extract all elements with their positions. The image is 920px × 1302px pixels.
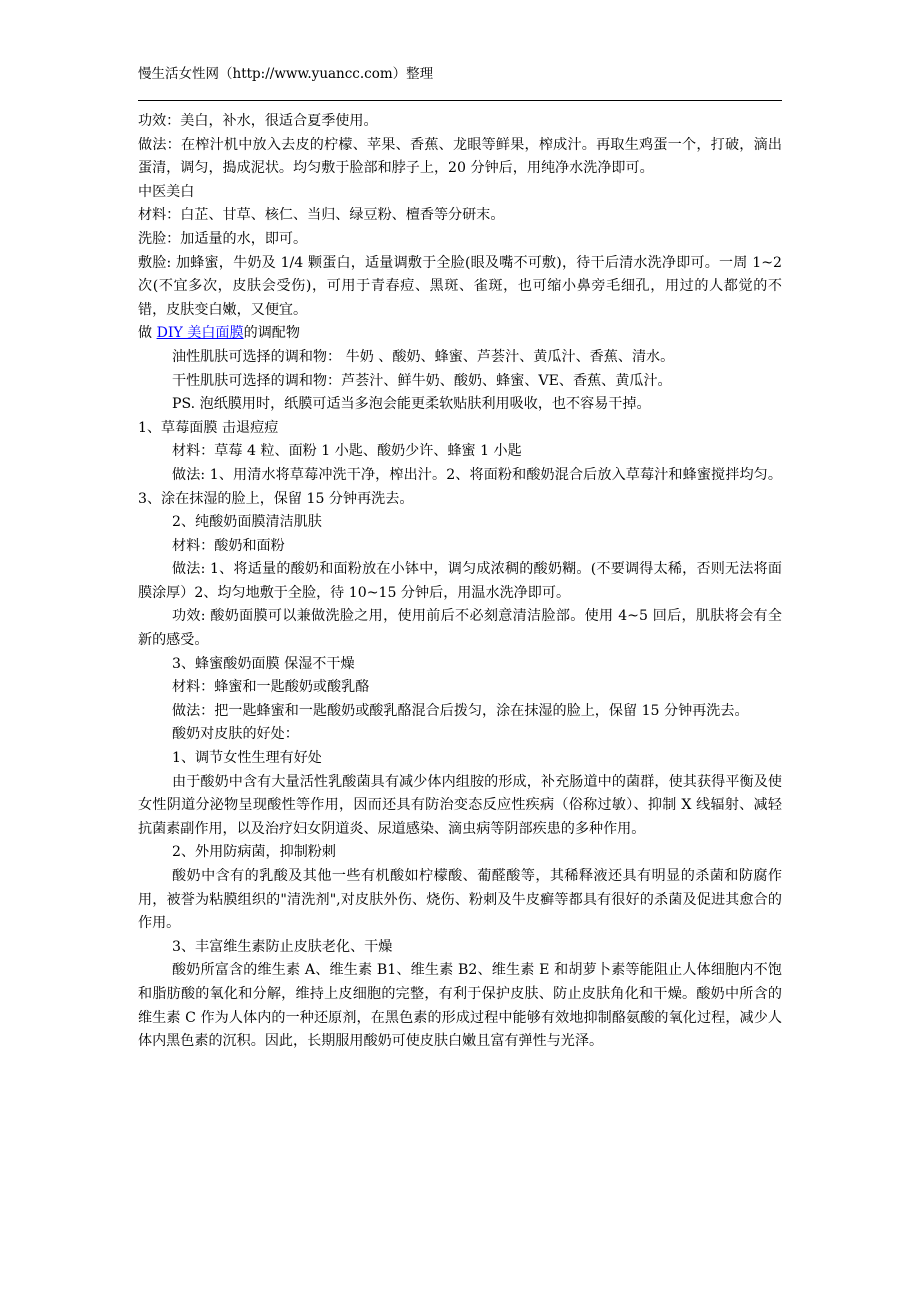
paragraph-ps-note: PS. 泡纸膜用时，纸膜可适当多泡会能更柔软贴肤利用吸收，也不容易干掉。 [172,396,651,413]
document-body [138,110,782,1054]
subheading-benefit-1: 1、调节女性生理有好处 [172,750,322,767]
section-heading-yogurt: 2、纯酸奶面膜清洁肌肤 [172,514,322,531]
paragraph-benefit-3: 酸奶所富含的维生素 A、维生素 B1、维生素 B2、维生素 E 和胡萝卜素等能阻止人体细胞内不饱和脂肪酸的氧化和分解，维持上皮细胞的完整，有利于保护皮肤、防止皮肤角化和干燥。酸奶中所含的维生素 C 作为人体内的一种还原剂，在黑色素的形成过程中能够有效地抑制酪氨酸的氧化过程，减少人体内黑色素的沉积。因此，长期服用酸奶可使皮肤白嫩且富有弹性与光泽。 [138,962,782,1050]
paragraph-yogurt-effect: 功效: 酸奶面膜可以兼做洗脸之用，使用前后不必刻意清洁脸部。使用 4~5 回后，肌肤将会有全新的感受。 [138,608,782,649]
paragraph-benefit-1: 由于酸奶中含有大量活性乳酸菌具有减少体内组胺的形成，补充肠道中的菌群，使其获得平衡及使女性阴道分泌物呈现酸性等作用，因而还具有防治变态反应性疾病（俗称过敏）、抑制 X 线辐射、减轻抗菌素副作用，以及治疗妇女阴道炎、尿道感染、滴虫病等阴部疾患的多种作用。 [138,773,782,837]
section-heading-honey-yogurt: 3、蜂蜜酸奶面膜 保湿不干燥 [172,655,355,672]
paragraph-apply: 敷脸: 加蜂蜜，牛奶及 1/4 颗蛋白，适量调敷于全脸(眼及嘴不可敷)，待干后清水洗净即可。一周 1~2 次(不宜多次，皮肤会受伤)，可用于青春痘、黑斑、雀斑，也可缩小鼻旁毛细孔，用过的人都觉的不错，皮肤变白嫩，又便宜。 [138,254,782,318]
section-heading-strawberry: 1、草莓面膜 击退痘痘 [138,419,279,436]
paragraph-materials: 材料：白芷、甘草、核仁、当归、绿豆粉、檀香等分研末。 [138,207,505,224]
diy-heading-suffix: 的调配物 [243,325,300,342]
header-divider [138,100,782,101]
subheading-benefit-2: 2、外用防病菌，抑制粉刺 [172,844,336,861]
paragraph-benefit-2: 酸奶中含有的乳酸及其他一些有机酸如柠檬酸、葡醛酸等，其稀释液还具有明显的杀菌和防腐作用，被誉为粘膜组织的"清洗剂",对皮肤外伤、烧伤、粉刺及牛皮癣等都具有很好的杀菌及促进其愈合的作用。 [138,868,782,932]
paragraph-dry-skin: 干性肌肤可选择的调和物：芦荟汁、鲜牛奶、酸奶、蜂蜜、VE、香蕉、黄瓜汁。 [172,372,672,389]
paragraph-strawberry-method: 做法: 1、用清水将草莓冲洗干净，榨出汁。2、将面粉和酸奶混合后放入草莓汁和蜂蜜搅拌均匀。3、涂在抹湿的脸上，保留 15 分钟再洗去。 [138,466,782,507]
paragraph-wash: 洗脸：加适量的水，即可。 [138,230,308,247]
section-heading-diy [138,322,782,346]
paragraph-yogurt-method: 做法: 1、将适量的酸奶和面粉放在小钵中，调匀成浓稠的酸奶糊。(不要调得太稀，否则无法将面膜涂厚）2、均匀地敷于全脸，待 10~15 分钟后，用温水洗净即可。 [138,561,782,601]
paragraph-yogurt-materials: 材料：酸奶和面粉 [172,537,285,554]
page-header: 慢生活女性网（http://www.yuancc.com）整理 [138,66,434,82]
section-heading-yogurt-benefits: 酸奶对皮肤的好处： [172,726,299,743]
paragraph-honey-materials: 材料：蜂蜜和一匙酸奶或酸乳酪 [172,679,370,696]
paragraph-effect: 功效：美白，补水，很适合夏季使用。 [138,113,378,129]
paragraph-oily-skin: 油性肌肤可选择的调和物： 牛奶 、酸奶、蜂蜜、芦荟汁、黄瓜汁、香蕉、清水。 [172,348,675,365]
diy-mask-link[interactable]: DIY 美白面膜 [156,325,244,342]
diy-heading-prefix: 做 [138,325,157,342]
subheading-benefit-3: 3、丰富维生素防止皮肤老化、干燥 [172,938,393,955]
section-heading-tcm: 中医美白 [138,183,195,200]
paragraph-strawberry-materials: 材料：草莓 4 粒、面粉 1 小匙、酸奶少许、蜂蜜 1 小匙 [172,443,522,460]
paragraph-method: 做法：在榨汁机中放入去皮的柠檬、苹果、香蕉、龙眼等鲜果，榨成汁。再取生鸡蛋一个，打破，滴出蛋清，调匀，搗成泥状。均匀敷于脸部和脖子上，20 分钟后，用纯净水洗净即可。 [138,136,782,177]
paragraph-honey-method: 做法：把一匙蜂蜜和一匙酸奶或酸乳酪混合后拨匀，涂在抹湿的脸上，保留 15 分钟再洗去。 [172,702,749,719]
